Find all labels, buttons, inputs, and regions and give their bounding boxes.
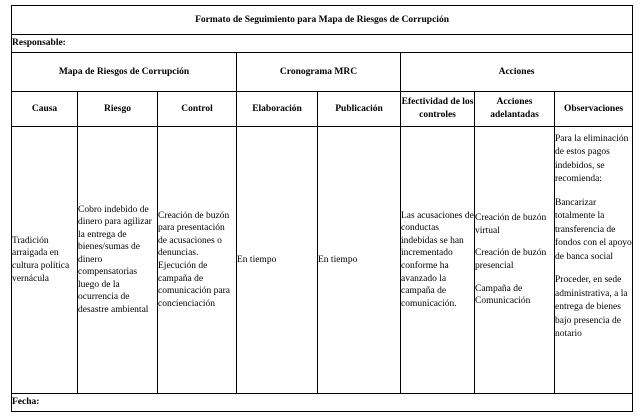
group-header-row [12,53,633,92]
column-header-riesgo: Riesgo [78,92,158,127]
cell-observaciones [555,127,633,394]
responsable-row [12,35,633,53]
cell-acciones-adelantadas [475,127,555,394]
group-header-mapa-riesgos: Mapa de Riesgos de Corrupción [12,53,237,92]
cell-control: Creación de buzón para presentación de acusaciones o denuncias. Ejecución de campaña de comunicación para concienciación [158,127,237,394]
responsable-label: Responsable: [12,35,633,53]
column-header-acciones-adelantadas: Acciones adelantadas [475,92,555,127]
cell-efectividad-controles: Las acusaciones de conductas indebidas se han incrementado conforme ha avanzado la campaña de comunicación. [401,127,475,394]
cell-riesgo: Cobro indebido de dinero para agilizar la entrega de bienes/sumas de dinero compensatorias luego de la ocurrencia de desastre ambiental [78,127,158,394]
column-header-row [12,92,633,127]
fecha-label: Fecha: [12,394,633,412]
column-header-elaboracion: Elaboración [237,92,318,127]
corruption-risk-tracking-form [11,5,633,412]
column-header-causa: Causa [12,92,78,127]
cell-publicacion: En tiempo [318,127,401,394]
accion-item: Creación de buzón presencial [475,248,547,271]
accion-item: Campaña de Comunicación [475,283,531,307]
cell-elaboracion: En tiempo [237,127,318,394]
table-row [12,127,633,394]
column-header-control: Control [158,92,237,127]
observacion-item: Proceder, en sede administrativa, a la entrega de bienes bajo presencia de notario [555,275,628,340]
observacion-item: Para la eliminación de estos pagos indebidos, se recomienda: [555,134,629,185]
column-header-observaciones: Observaciones [555,92,633,127]
cell-causa: Tradición arraigada en cultura política vernácula [12,127,78,394]
accion-item: Creación de buzón virtual [475,213,547,236]
group-header-acciones: Acciones [401,53,633,92]
fecha-row [12,394,633,412]
title-row [12,6,633,35]
column-header-efectividad-controles: Efectividad de los controles [401,92,475,127]
observacion-item: Bancarizar totalmente la transferencia de fondos con el apoyo de banca social [555,197,632,262]
group-header-cronograma: Cronograma MRC [237,53,401,92]
document-title: Formato de Seguimiento para Mapa de Riesgos de Corrupción [12,6,633,35]
column-header-publicacion: Publicación [318,92,401,127]
